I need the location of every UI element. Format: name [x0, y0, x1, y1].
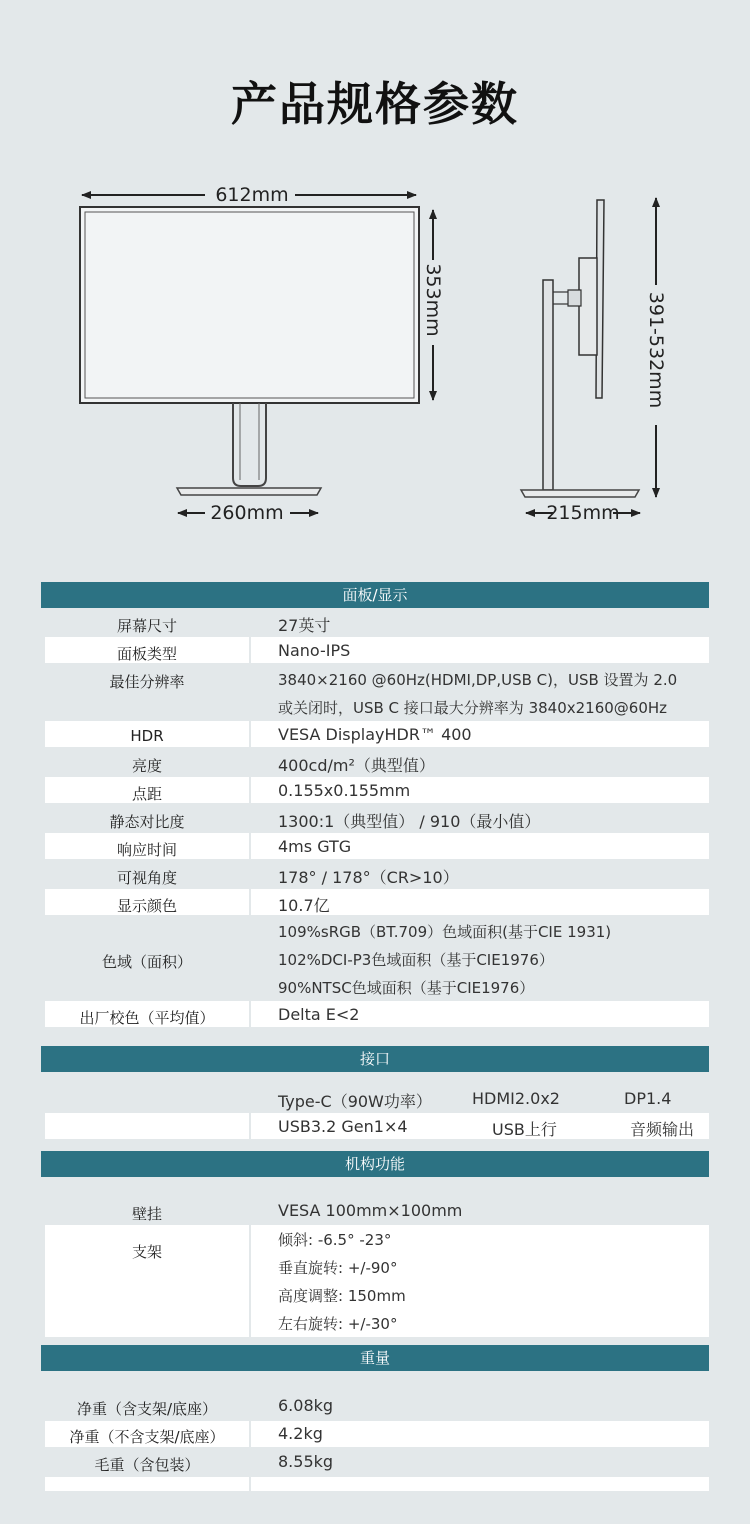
spec-label: 净重（含支架/底座）	[76, 1400, 218, 1418]
port-item: Type-C（90W功率）	[278, 1092, 432, 1111]
spec-label: 壁挂	[131, 1205, 162, 1223]
spec-label: 点距	[131, 785, 162, 803]
port-item: USB上行	[492, 1120, 557, 1139]
spec-value: 0.155x0.155mm	[278, 781, 411, 800]
spec-value: 102%DCI-P3色域面积（基于CIE1976）	[278, 951, 554, 969]
spec-label: 可视角度	[116, 869, 177, 887]
spec-value: Delta E<2	[278, 1005, 360, 1024]
stand-spec-value: 左右旋转: +/-30°	[278, 1315, 398, 1333]
spec-label: 响应时间	[116, 841, 177, 859]
spec-value: 27英寸	[278, 616, 331, 635]
panel-spec-table	[41, 610, 709, 1030]
spec-value: 178° / 178°（CR>10）	[278, 868, 459, 887]
spec-value: VESA 100mm×100mm	[278, 1201, 463, 1220]
spec-value: 10.7亿	[278, 896, 330, 915]
spec-value: 6.08kg	[278, 1396, 334, 1415]
spec-value: 4ms GTG	[278, 837, 352, 856]
spec-label: 毛重（含包装）	[94, 1456, 200, 1474]
section-header-ports: 接口	[41, 1046, 709, 1072]
stand-spec-value: 垂直旋转: +/-90°	[278, 1259, 398, 1277]
spec-label: 显示颜色	[116, 897, 177, 915]
spec-label: 出厂校色（平均值）	[79, 1009, 215, 1027]
ports-table	[41, 1084, 709, 1140]
section-header-mechanical: 机构功能	[41, 1151, 709, 1177]
spec-label: 静态对比度	[109, 813, 185, 831]
spec-label: 亮度	[131, 757, 162, 775]
port-item: USB3.2 Gen1×4	[278, 1117, 408, 1136]
depth-dimension-label: 215mm	[546, 502, 620, 524]
spec-label: 支架	[131, 1243, 162, 1261]
dimension-diagram	[0, 0, 750, 560]
spec-label: 屏幕尺寸	[116, 617, 177, 635]
spec-value: 109%sRGB（BT.709）色域面积(基于CIE 1931)	[278, 923, 612, 941]
port-item: DP1.4	[624, 1089, 672, 1108]
section-header-panel: 面板/显示	[41, 582, 709, 608]
spec-label: 面板类型	[116, 645, 177, 663]
spec-label: 色域（面积）	[101, 953, 192, 971]
spec-value: 3840×2160 @60Hz(HDMI,DP,USB C)，USB 设置为 2.0	[278, 671, 678, 689]
spec-value: 400cd/m²（典型值）	[278, 756, 435, 775]
spec-value: 4.2kg	[278, 1424, 323, 1443]
section-header-weight: 重量	[41, 1345, 709, 1371]
spec-value: VESA DisplayHDR™ 400	[278, 725, 472, 744]
port-item: HDMI2.0x2	[472, 1089, 560, 1108]
spec-value: 8.55kg	[278, 1452, 334, 1471]
width-dimension-label: 612mm	[215, 184, 289, 206]
weight-table	[41, 1393, 709, 1493]
spec-label: 最佳分辨率	[109, 673, 185, 691]
spec-value: 或关闭时，USB C 接口最大分辨率为 3840x2160@60Hz	[278, 699, 668, 717]
spec-value: 1300:1（典型值） / 910（最小值）	[278, 812, 541, 831]
port-item: 音频输出	[630, 1120, 695, 1139]
spec-label: 净重（不含支架/底座）	[69, 1428, 225, 1446]
mechanical-table	[41, 1196, 709, 1338]
stand-spec-value: 倾斜: -6.5° -23°	[278, 1231, 392, 1249]
spec-value: Nano-IPS	[278, 641, 351, 660]
total-height-dimension-label: 391-532mm	[645, 291, 667, 409]
page-title: 产品规格参数	[231, 77, 519, 131]
stand-spec-value: 高度调整: 150mm	[278, 1287, 406, 1305]
height-dimension-label: 353mm	[422, 263, 444, 337]
base-width-dimension-label: 260mm	[210, 502, 284, 524]
spec-label: HDR	[130, 727, 164, 745]
spec-value: 90%NTSC色域面积（基于CIE1976）	[278, 979, 535, 997]
